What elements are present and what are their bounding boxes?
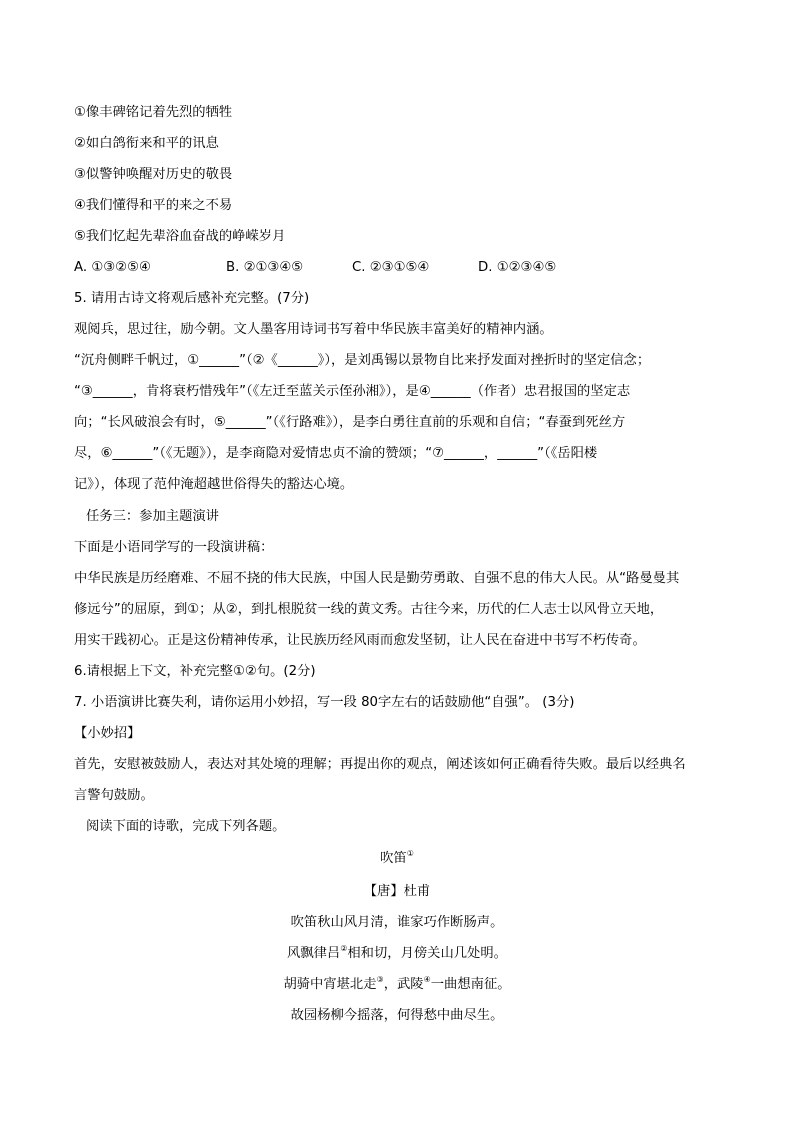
sentence-item-4: ④我们懂得和平的来之不易 bbox=[74, 198, 233, 213]
question-5-line-5: 尽，⑥______”（《无题》），是李商隐对爱情忠贞不渝的赞颂；“⑦______，______”（《岳阳楼 bbox=[74, 446, 598, 461]
question-6: 6.请根据上下文，补充完整①②句。(2分) bbox=[74, 664, 316, 679]
tip-title: 【小妙招】 bbox=[74, 726, 141, 741]
sentence-item-2: ②如白鸽衔来和平的讯息 bbox=[74, 136, 219, 151]
speech-line-3: 用实干践初心。正是这份精神传承，让民族历经风雨而愈发坚韧，让人民在奋进中书写不朽传奇。 bbox=[74, 633, 646, 648]
question-5-title: 5. 请用古诗文将观后感补充完整。(7分) bbox=[74, 291, 310, 306]
poem-line-3: 胡骑中宵堪北走③，武陵④一曲想南征。 bbox=[283, 975, 511, 992]
poem-author: 【唐】杜甫 bbox=[363, 884, 431, 899]
tip-line-1: 首先，安慰被鼓励人，表达对其处境的理解；再提出你的观点，阐述该如何正确看待失败。最后以经典名 bbox=[74, 757, 686, 772]
option-a: A. ①③②⑤④ bbox=[74, 260, 151, 275]
poem-line-1: 吹笛秋山风月清，谁家巧作断肠声。 bbox=[290, 915, 504, 930]
footnote-mark: ③ bbox=[376, 975, 384, 984]
footnote-mark: ② bbox=[340, 944, 348, 953]
question-5-line-3: “③______，肯将衰朽惜残年”（《左迁至蓝关示侄孙湘》），是④______（作者）忠君报国的坚定志 bbox=[74, 384, 631, 399]
question-5-line-2: “沉舟侧畔千帆过，①______”（②《______》），是刘禹锡以景物自比来抒发面对挫折时的坚定信念； bbox=[74, 353, 651, 368]
option-c: C. ②③①⑤④ bbox=[352, 260, 430, 275]
sentence-item-1: ①像丰碑铭记着先烈的牺牲 bbox=[74, 105, 233, 120]
sentence-item-5: ⑤我们忆起先辈浴血奋战的峥嵘岁月 bbox=[74, 229, 286, 244]
question-5-line-1: 观阅兵，思过往，励今朝。文人墨客用诗词书写着中华民族丰富美好的精神内涵。 bbox=[74, 322, 553, 337]
question-5-line-4: 向；“长风破浪会有时，⑤______”（《行路难》），是李白勇往直前的乐观和自信；“春蚕到死丝方 bbox=[74, 415, 626, 430]
footnote-mark: ① bbox=[406, 849, 414, 858]
speech-line-1: 中华民族是历经磨难、不屈不挠的伟大民族，中国人民是勤劳勇敢、自强不息的伟大人民。从“路曼曼其 bbox=[74, 571, 680, 586]
footnote-mark: ④ bbox=[423, 975, 431, 984]
task-3-title: 任务三：参加主题演讲 bbox=[86, 509, 219, 524]
question-5-line-6: 记》），体现了范仲淹超越世俗得失的豁达心境。 bbox=[74, 477, 354, 492]
option-d: D. ①②③④⑤ bbox=[478, 260, 557, 275]
speech-line-2: 修远兮”的屈原，到①；从②，到扎根脱贫一线的黄文秀。古往今来，历代的仁人志士以风骨立天地， bbox=[74, 602, 664, 617]
task-3-intro: 下面是小语同学写的一段演讲稿： bbox=[74, 540, 274, 555]
poem-title: 吹笛① bbox=[380, 849, 414, 866]
poem-line-4: 故园杨柳今摇落，何得愁中曲尽生。 bbox=[290, 1008, 504, 1023]
question-7: 7. 小语演讲比赛失利，请你运用小妙招，写一段 80字左右的话鼓励他“自强”。 (3分) bbox=[74, 695, 575, 710]
option-b: B. ②①③④⑤ bbox=[226, 260, 304, 275]
reading-instruction: 阅读下面的诗歌，完成下列各题。 bbox=[86, 819, 286, 834]
sentence-item-3: ③似警钟唤醒对历史的敬畏 bbox=[74, 167, 233, 182]
poem-line-2: 风飘律吕②相和切，月傍关山几处明。 bbox=[287, 944, 507, 961]
tip-line-2: 言警句鼓励。 bbox=[74, 788, 154, 803]
